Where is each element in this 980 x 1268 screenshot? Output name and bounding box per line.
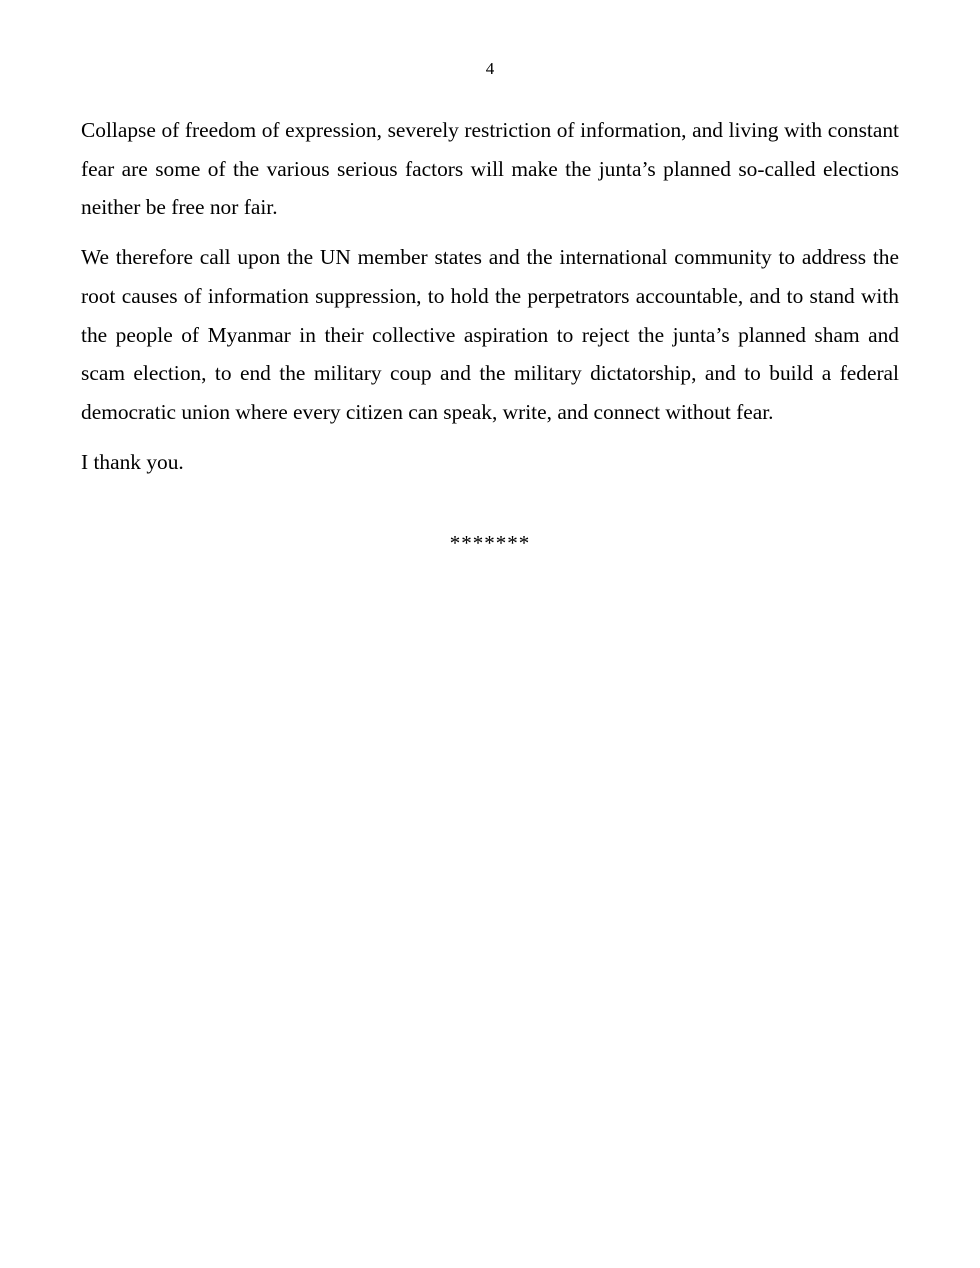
- end-separator: *******: [449, 531, 531, 555]
- paragraph-freedom-of-expression: Collapse of freedom of expression, severely restriction of information, and living with constant fear are some of the various serious factors will make the junta’s planned so-called elections neither be free nor fair.: [81, 118, 899, 220]
- document-body: [81, 111, 899, 481]
- paragraph-call-to-action: We therefore call upon the UN member states and the international community to address the root causes of information suppression, to hold the perpetrators accountable, and to stand with the people of Myanmar in their collective aspiration to reject the junta’s planned sham and scam election, to end the military coup and the military dictatorship, and to build a federal democratic union where every citizen can speak, write, and connect without fear.: [81, 245, 899, 424]
- paragraph-closing: I thank you.: [81, 449, 184, 474]
- page-number: 4: [485, 59, 495, 78]
